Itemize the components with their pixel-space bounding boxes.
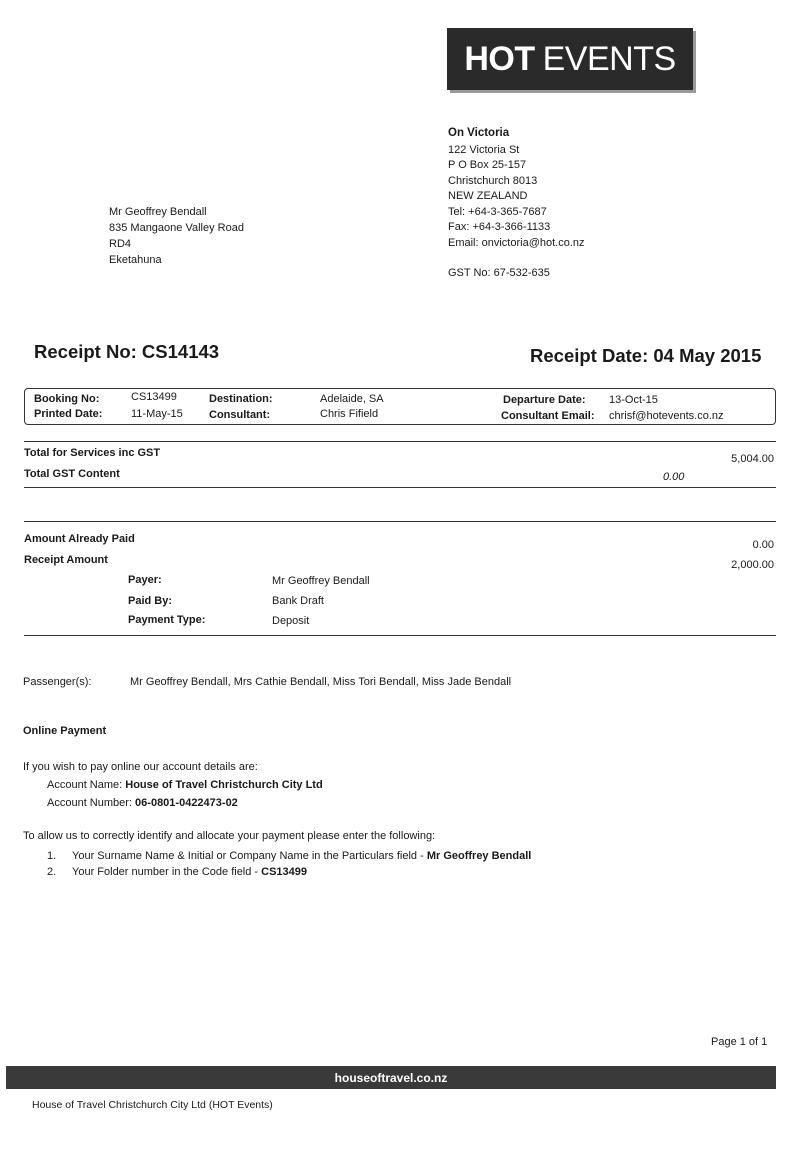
agency-address [448,126,585,251]
already-paid-label: Amount Already Paid [24,533,135,545]
allocate-instructions: To allow us to correctly identify and allocate your payment please enter the following: [23,830,436,842]
instruction-item [72,866,307,878]
divider [24,521,776,522]
divider [24,441,776,442]
customer-address [109,204,244,268]
instruction-item [72,850,531,862]
account-name-value: House of Travel Christchurch City Ltd [125,779,323,791]
booking-no-label: Booking No: [34,393,100,405]
agency-line: NEW ZEALAND [448,190,528,202]
booking-no-value: CS13499 [131,391,177,403]
hot-events-logo [447,28,693,90]
customer-line: 835 Mangaone Valley Road [109,222,244,234]
services-total-value: 5,004.00 [731,453,774,465]
divider [24,635,776,636]
departure-date-value: 13-Oct-15 [609,394,658,406]
payment-type-value: Deposit [272,615,310,627]
departure-date-label: Departure Date: [503,394,586,406]
payer-label: Payer: [128,574,162,586]
agency-line: Fax: +64-3-366-1133 [448,221,551,233]
destination-label: Destination: [209,393,273,405]
account-name [47,779,323,791]
consultant-email-value: chrisf@hotevents.co.nz [609,410,724,422]
online-payment-intro: If you wish to pay online our account details are: [23,761,258,773]
account-number-value: 06-0801-0422473-02 [135,797,238,809]
account-name-label: Account Name: [47,779,126,791]
page-number: Page 1 of 1 [711,1036,768,1048]
passengers-value: Mr Geoffrey Bendall, Mrs Cathie Bendall, Miss Tori Bendall, Miss Jade Bendall [130,676,512,688]
agency-line: Christchurch 8013 [448,174,538,187]
consultant-value: Chris Fifield [320,408,379,420]
payment-type-label: Payment Type: [128,614,206,626]
receipt-date: Receipt Date: 04 May 2015 [530,345,762,366]
footer-company: House of Travel Christchurch City Ltd (HOT Events) [32,1099,273,1111]
paid-by-label: Paid By: [128,595,173,607]
instruction-value: CS13499 [261,866,308,878]
passengers-label: Passenger(s): [23,676,92,688]
logo-brand-bold: HOT [464,39,535,78]
booking-info-box [24,388,776,425]
footer-website-link[interactable]: houseoftravel.co.nz [334,1070,448,1085]
account-number-label: Account Number: [47,797,136,809]
customer-line: Mr Geoffrey Bendall [109,206,207,218]
instruction-text: Your Folder number in the Code field - [72,866,262,878]
gst-number: GST No: 67-532-635 [448,267,550,279]
footer-bar [6,1066,776,1089]
receipt-amount-label: Receipt Amount [24,554,108,566]
agency-line: Email: onvictoria@hot.co.nz [448,236,585,249]
destination-value: Adelaide, SA [320,393,384,405]
agency-line: Tel: +64-3-365-7687 [448,205,547,218]
consultant-email-label: Consultant Email: [501,410,595,422]
instruction-number: 1. [47,850,57,862]
customer-line: RD4 [109,238,132,250]
paid-by-value: Bank Draft [272,595,324,607]
account-number [47,797,238,809]
logo-brand-rest: EVENTS [542,39,676,78]
divider [24,487,776,488]
agency-line: 122 Victoria St [448,143,520,156]
already-paid-value: 0.00 [752,539,774,551]
consultant-label: Consultant: [209,409,271,421]
instruction-value: Mr Geoffrey Bendall [426,850,532,862]
services-total-label: Total for Services inc GST [24,447,161,459]
receipt-number: Receipt No: CS14143 [34,341,220,362]
online-payment-title: Online Payment [23,725,107,737]
printed-date-value: 11-May-15 [131,408,183,420]
agency-line: P O Box 25-157 [448,159,527,171]
receipt-amount-value: 2,000.00 [731,559,774,571]
instruction-number: 2. [47,866,57,878]
customer-line: Eketahuna [109,254,162,266]
payer-value: Mr Geoffrey Bendall [272,575,370,587]
gst-content-label: Total GST Content [24,468,120,480]
instruction-text: Your Surname Name & Initial or Company Name in the Particulars field - [72,850,427,862]
printed-date-label: Printed Date: [34,408,103,420]
gst-content-value: 0.00 [663,471,685,483]
agency-name: On Victoria [448,127,510,139]
